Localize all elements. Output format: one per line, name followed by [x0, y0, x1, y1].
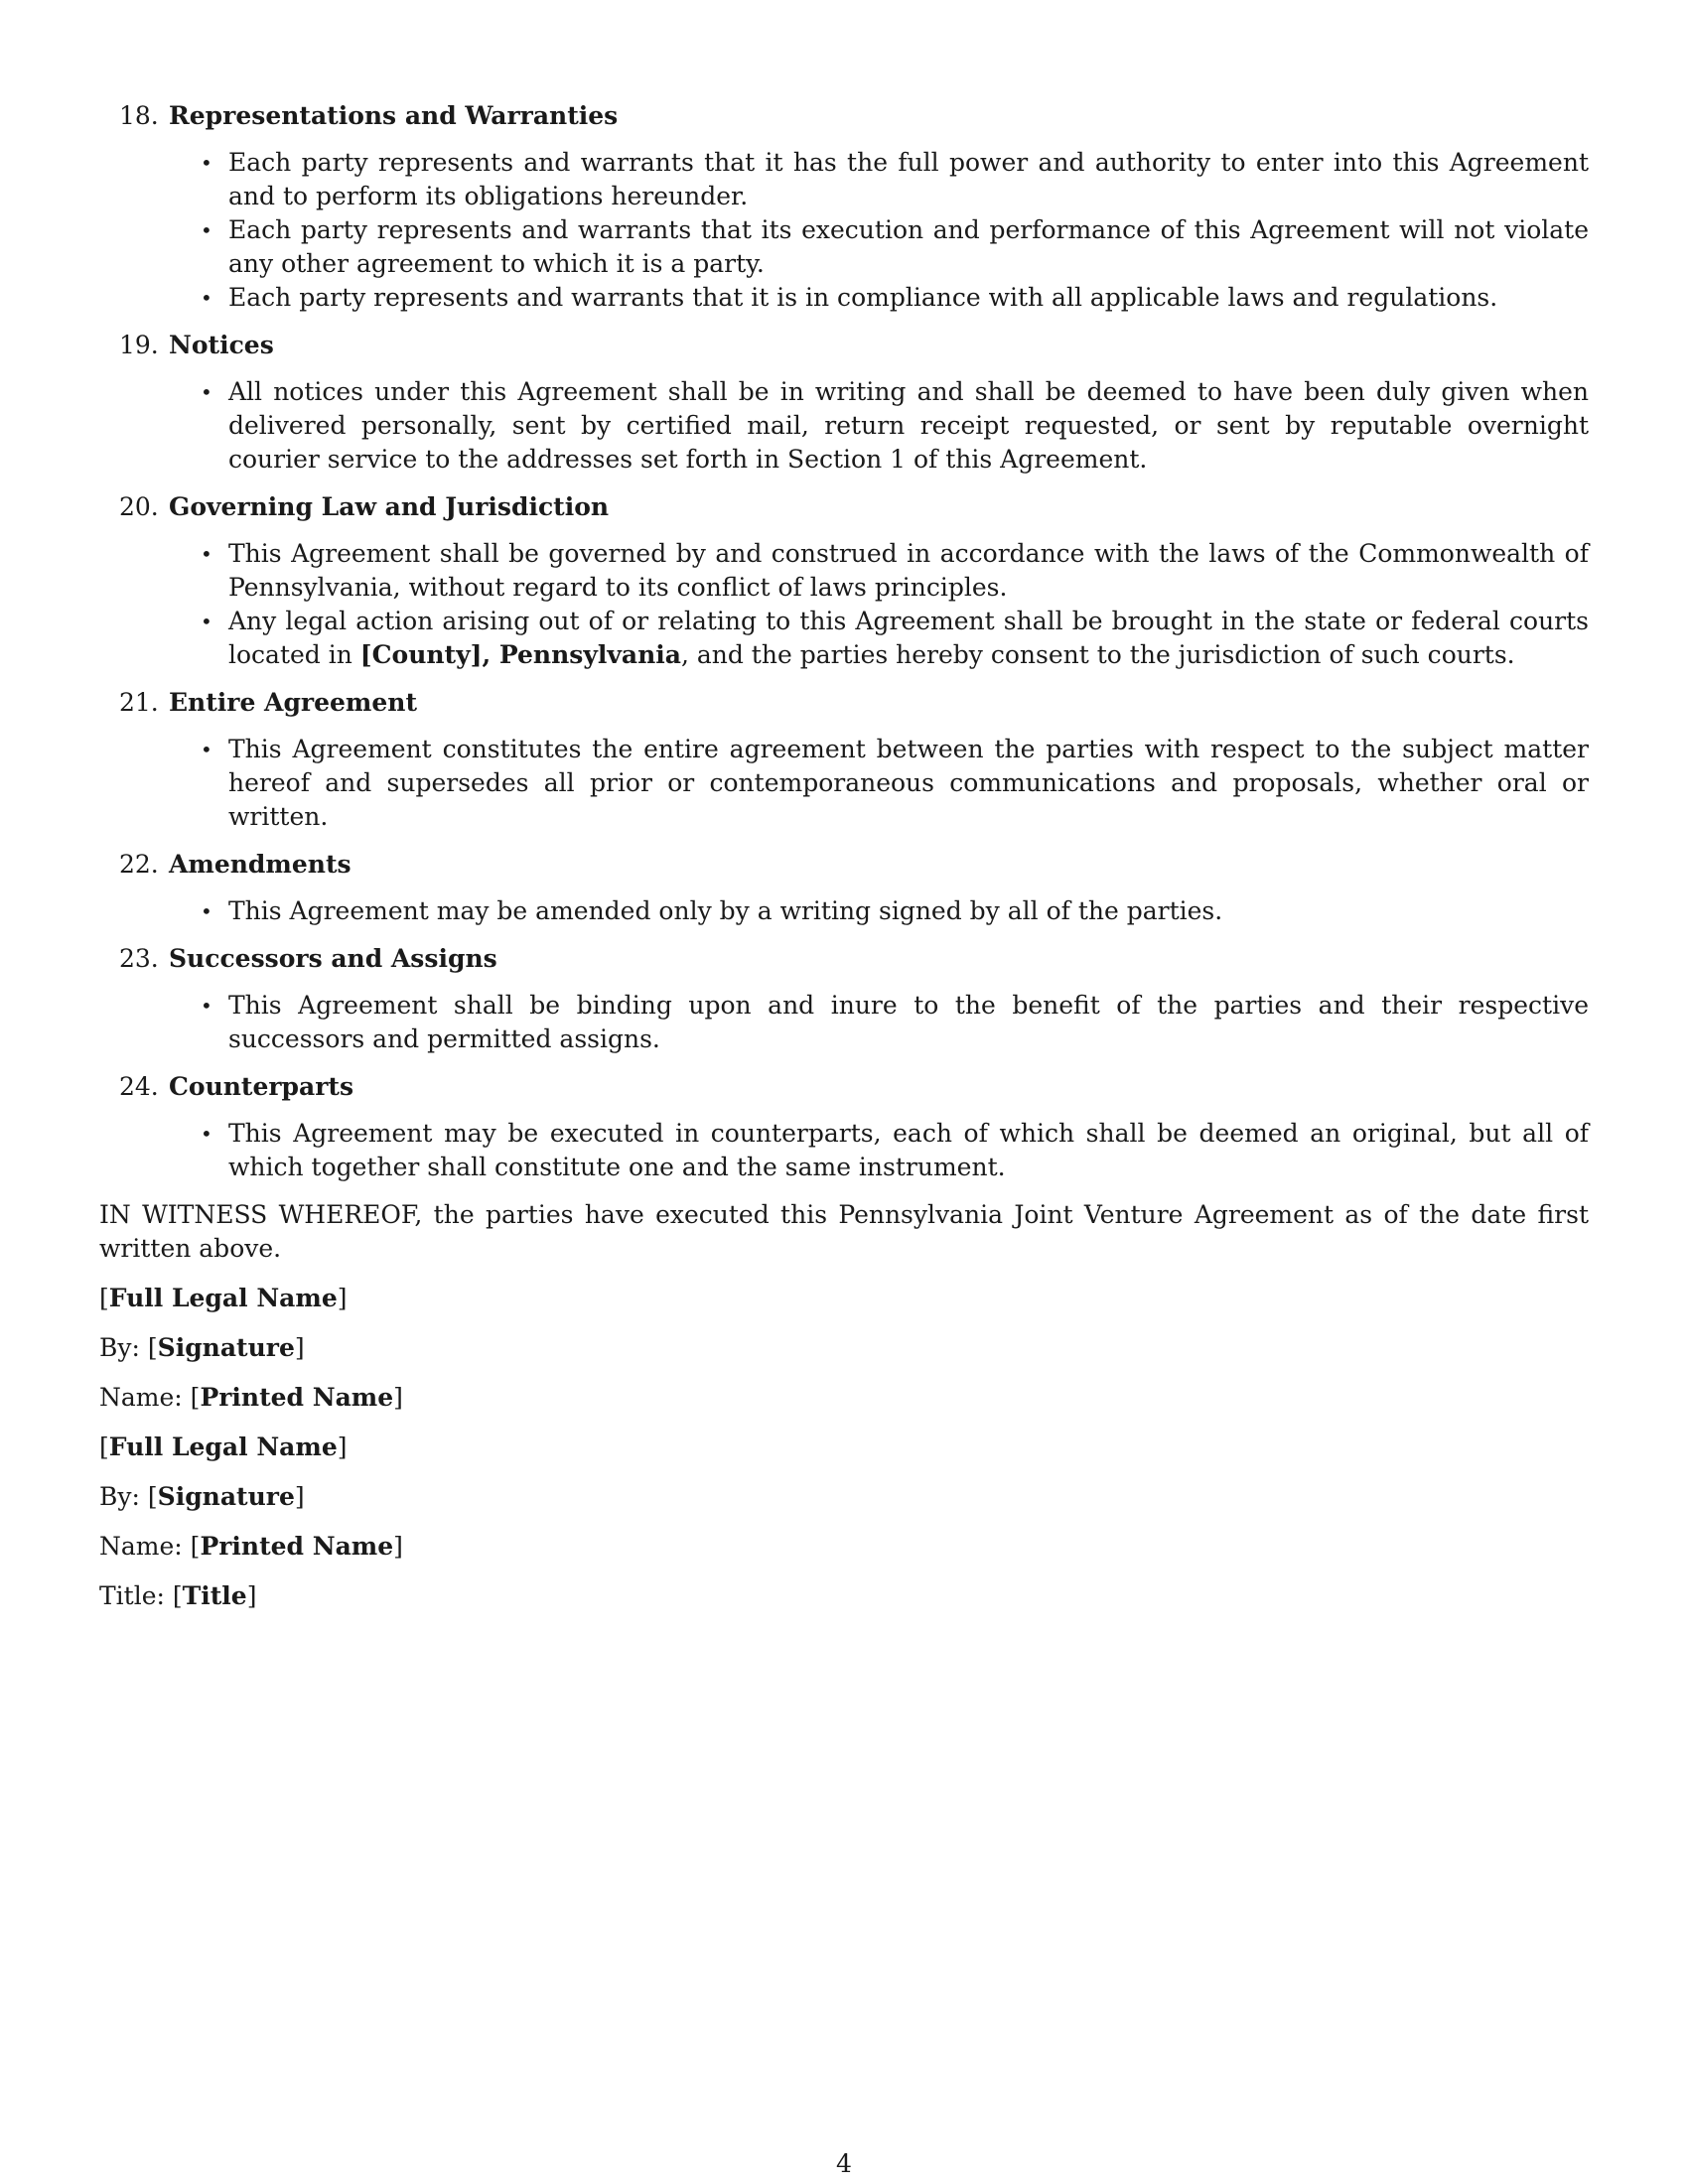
bullet-icon: • — [201, 218, 212, 242]
section-title: Successors and Assigns — [169, 944, 497, 973]
bullet-icon: • — [201, 151, 212, 175]
section-heading — [99, 942, 1589, 976]
section-number: 24. — [119, 1072, 159, 1101]
bracket: ] — [337, 1433, 348, 1461]
bracket: [ — [147, 1482, 158, 1511]
list-item — [201, 537, 1589, 605]
bracket: [ — [172, 1581, 183, 1610]
list-item — [201, 213, 1589, 281]
list-item — [201, 733, 1589, 834]
party1-name-line — [99, 1282, 1589, 1315]
list-item — [201, 605, 1589, 672]
section-23 — [99, 942, 1589, 1056]
bullet-text: , and the parties hereby consent to the jurisdiction of such courts. — [680, 640, 1515, 669]
bullet-list — [99, 894, 1589, 928]
section-number: 20. — [119, 492, 159, 521]
witness-clause: IN WITNESS WHEREOF, the parties have executed this Pennsylvania Joint Venture Agreement as of the date first written above. — [99, 1200, 1589, 1263]
section-number: 21. — [119, 688, 159, 717]
party2-printed-name-line — [99, 1530, 1589, 1564]
bullet-text: This Agreement may be amended only by a writing signed by all of the parties. — [228, 896, 1223, 925]
bullet-list — [99, 375, 1589, 477]
bullet-text: This Agreement shall be binding upon and inure to the benefit of the parties and their respective successors and permitted assigns. — [228, 991, 1589, 1053]
bullet-icon: • — [201, 610, 212, 633]
list-item — [201, 146, 1589, 213]
party1-printed-name: Printed Name — [200, 1383, 394, 1412]
bullet-icon: • — [201, 899, 212, 923]
bracket: [ — [190, 1532, 201, 1561]
section-number: 19. — [119, 331, 159, 359]
bullet-list — [99, 146, 1589, 315]
list-item — [201, 894, 1589, 928]
party2-signature: Signature — [157, 1482, 295, 1511]
party2-title-line — [99, 1579, 1589, 1613]
section-19 — [99, 329, 1589, 477]
bullet-icon: • — [201, 738, 212, 761]
section-title: Representations and Warranties — [169, 101, 619, 130]
section-heading — [99, 490, 1589, 524]
bullet-text: Each party represents and warrants that its execution and performance of this Agreement will not violate any other agreement to which it is a party. — [228, 215, 1589, 278]
bullet-icon: • — [201, 1122, 212, 1146]
party1-by-line — [99, 1331, 1589, 1365]
party1-name: Full Legal Name — [108, 1284, 338, 1312]
name-label: Name: — [99, 1532, 183, 1561]
section-20 — [99, 490, 1589, 672]
page-number: 4 — [836, 2149, 852, 2178]
list-item — [201, 281, 1589, 315]
section-number: 23. — [119, 944, 159, 973]
bullet-icon: • — [201, 380, 212, 404]
section-heading — [99, 99, 1589, 133]
section-title: Amendments — [169, 850, 352, 879]
party2-by-line — [99, 1480, 1589, 1514]
bullet-list — [99, 537, 1589, 672]
bullet-text: Each party represents and warrants that it has the full power and authority to enter into this Agreement and to perform its obligations hereunder. — [228, 148, 1589, 210]
document-page — [99, 99, 1589, 1629]
bracket: ] — [393, 1383, 403, 1412]
by-label: By: — [99, 1333, 140, 1362]
section-24 — [99, 1070, 1589, 1184]
section-number: 22. — [119, 850, 159, 879]
section-heading — [99, 1070, 1589, 1104]
bracket: ] — [294, 1482, 305, 1511]
section-title: Entire Agreement — [169, 688, 417, 717]
bullet-list — [99, 733, 1589, 834]
section-18 — [99, 99, 1589, 315]
by-label: By: — [99, 1482, 140, 1511]
bracket: [ — [190, 1383, 201, 1412]
list-item — [201, 375, 1589, 477]
bullet-list — [99, 1117, 1589, 1184]
section-heading — [99, 848, 1589, 882]
bullet-text: This Agreement may be executed in counterparts, each of which shall be deemed an original, but all of which together shall constitute one and the same instrument. — [228, 1119, 1589, 1181]
bracket: [ — [99, 1284, 109, 1312]
bracket: [ — [99, 1433, 109, 1461]
bracket: ] — [294, 1333, 305, 1362]
section-title: Notices — [169, 331, 274, 359]
party2-name: Full Legal Name — [108, 1433, 338, 1461]
party2-title: Title — [182, 1581, 247, 1610]
bracket: [ — [147, 1333, 158, 1362]
section-title: Counterparts — [169, 1072, 354, 1101]
name-label: Name: — [99, 1383, 183, 1412]
bullet-text: Any legal action arising out of or relating to this Agreement shall be brought in the state or federal courts located in — [228, 607, 1589, 669]
bullet-text: This Agreement shall be governed by and construed in accordance with the laws of the Commonwealth of Pennsylvania, without regard to its conflict of laws principles. — [228, 539, 1589, 602]
section-heading — [99, 686, 1589, 720]
section-number: 18. — [119, 101, 159, 130]
bracket: ] — [246, 1581, 257, 1610]
bullet-list — [99, 989, 1589, 1056]
section-21 — [99, 686, 1589, 834]
list-item — [201, 1117, 1589, 1184]
bullet-text: This Agreement constitutes the entire agreement between the parties with respect to the subject matter hereof and supersedes all prior or contemporaneous communications and proposals, whether oral or written. — [228, 735, 1589, 831]
bullet-icon: • — [201, 286, 212, 310]
section-heading — [99, 329, 1589, 362]
bracket: ] — [393, 1532, 403, 1561]
bullet-text: Each party represents and warrants that it is in compliance with all applicable laws and regulations. — [228, 283, 1498, 312]
bracket: ] — [337, 1284, 348, 1312]
county-placeholder: [County], Pennsylvania — [359, 640, 681, 669]
bullet-icon: • — [201, 542, 212, 566]
party2-name-line — [99, 1431, 1589, 1464]
bullet-icon: • — [201, 994, 212, 1018]
section-22 — [99, 848, 1589, 928]
bullet-text: All notices under this Agreement shall be in writing and shall be deemed to have been duly given when delivered personally, sent by certified mail, return receipt requested, or sent by reputable overnight courier service to the addresses set forth in Section 1 of this Agreement. — [228, 377, 1589, 474]
party1-signature: Signature — [157, 1333, 295, 1362]
title-label: Title: — [99, 1581, 165, 1610]
list-item — [201, 989, 1589, 1056]
party1-printed-name-line — [99, 1381, 1589, 1415]
section-title: Governing Law and Jurisdiction — [169, 492, 610, 521]
party2-printed-name: Printed Name — [200, 1532, 394, 1561]
